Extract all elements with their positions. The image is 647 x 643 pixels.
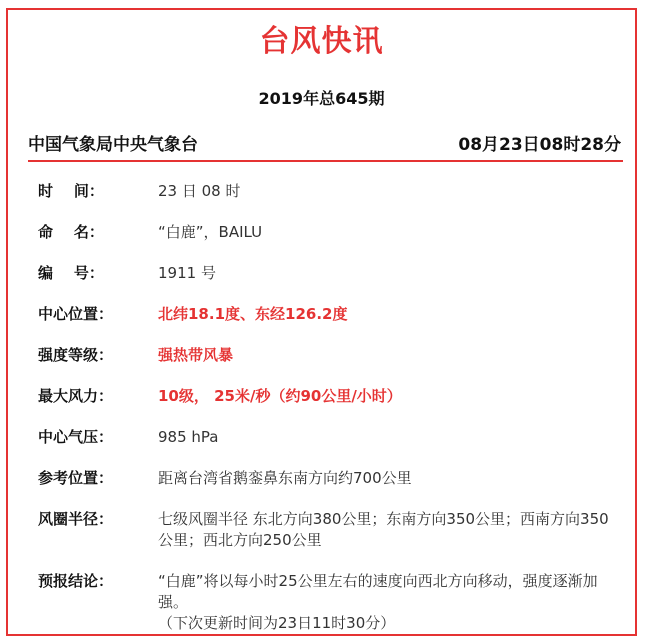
row-wind-radius (38, 508, 615, 570)
row-value: 强热带风暴 (158, 346, 234, 364)
agency-name: 中国气象局中央气象台 (28, 135, 198, 155)
issue-number: 2019年总645期 (258, 89, 385, 108)
row-label: 参考位置： (38, 469, 114, 487)
row-value: “白鹿”，BAILU (158, 223, 263, 241)
row-label: 时 间： (38, 182, 104, 200)
row-intensity (38, 344, 615, 385)
header-row (28, 132, 623, 162)
forecast-text: “白鹿”将以每小时25公里左右的速度向西北方向移动，强度逐渐加强。 (158, 572, 598, 611)
row-number (38, 262, 615, 303)
row-max-wind (38, 385, 615, 426)
row-pressure (38, 426, 615, 467)
row-center-position (38, 303, 615, 344)
bulletin-title: 台风快讯 (259, 24, 384, 59)
issue-timestamp: 08月23日08时28分 (458, 135, 621, 155)
row-name (38, 221, 615, 262)
row-value: 985 hPa (158, 428, 219, 446)
row-label: 命 名： (38, 223, 104, 241)
row-label: 风圈半径： (38, 510, 114, 528)
row-value-group (158, 570, 615, 634)
row-value: 北纬18.1度、东经126.2度 (158, 305, 348, 323)
info-table (38, 180, 615, 636)
next-update-note: （下次更新时间为23日11时30分） (158, 614, 396, 632)
bulletin-frame (6, 8, 637, 636)
row-value: 23 日 08 时 (158, 182, 241, 200)
row-value: 1911 号 (158, 264, 216, 282)
row-time (38, 180, 615, 221)
row-forecast (38, 570, 615, 636)
row-label: 编 号： (38, 264, 104, 282)
row-value: 10级， 25米/秒（约90公里/小时） (158, 387, 402, 405)
row-value: 距离台湾省鹅銮鼻东南方向约700公里 (158, 469, 412, 487)
row-label: 中心气压： (38, 428, 114, 446)
row-label: 最大风力： (38, 387, 114, 405)
row-label: 强度等级： (38, 346, 114, 364)
row-label: 预报结论： (38, 572, 114, 590)
row-value: 七级风圈半径 东北方向380公里；东南方向350公里；西南方向350公里；西北方向250公里 (158, 510, 609, 549)
row-reference-position (38, 467, 615, 508)
row-label: 中心位置： (38, 305, 114, 323)
